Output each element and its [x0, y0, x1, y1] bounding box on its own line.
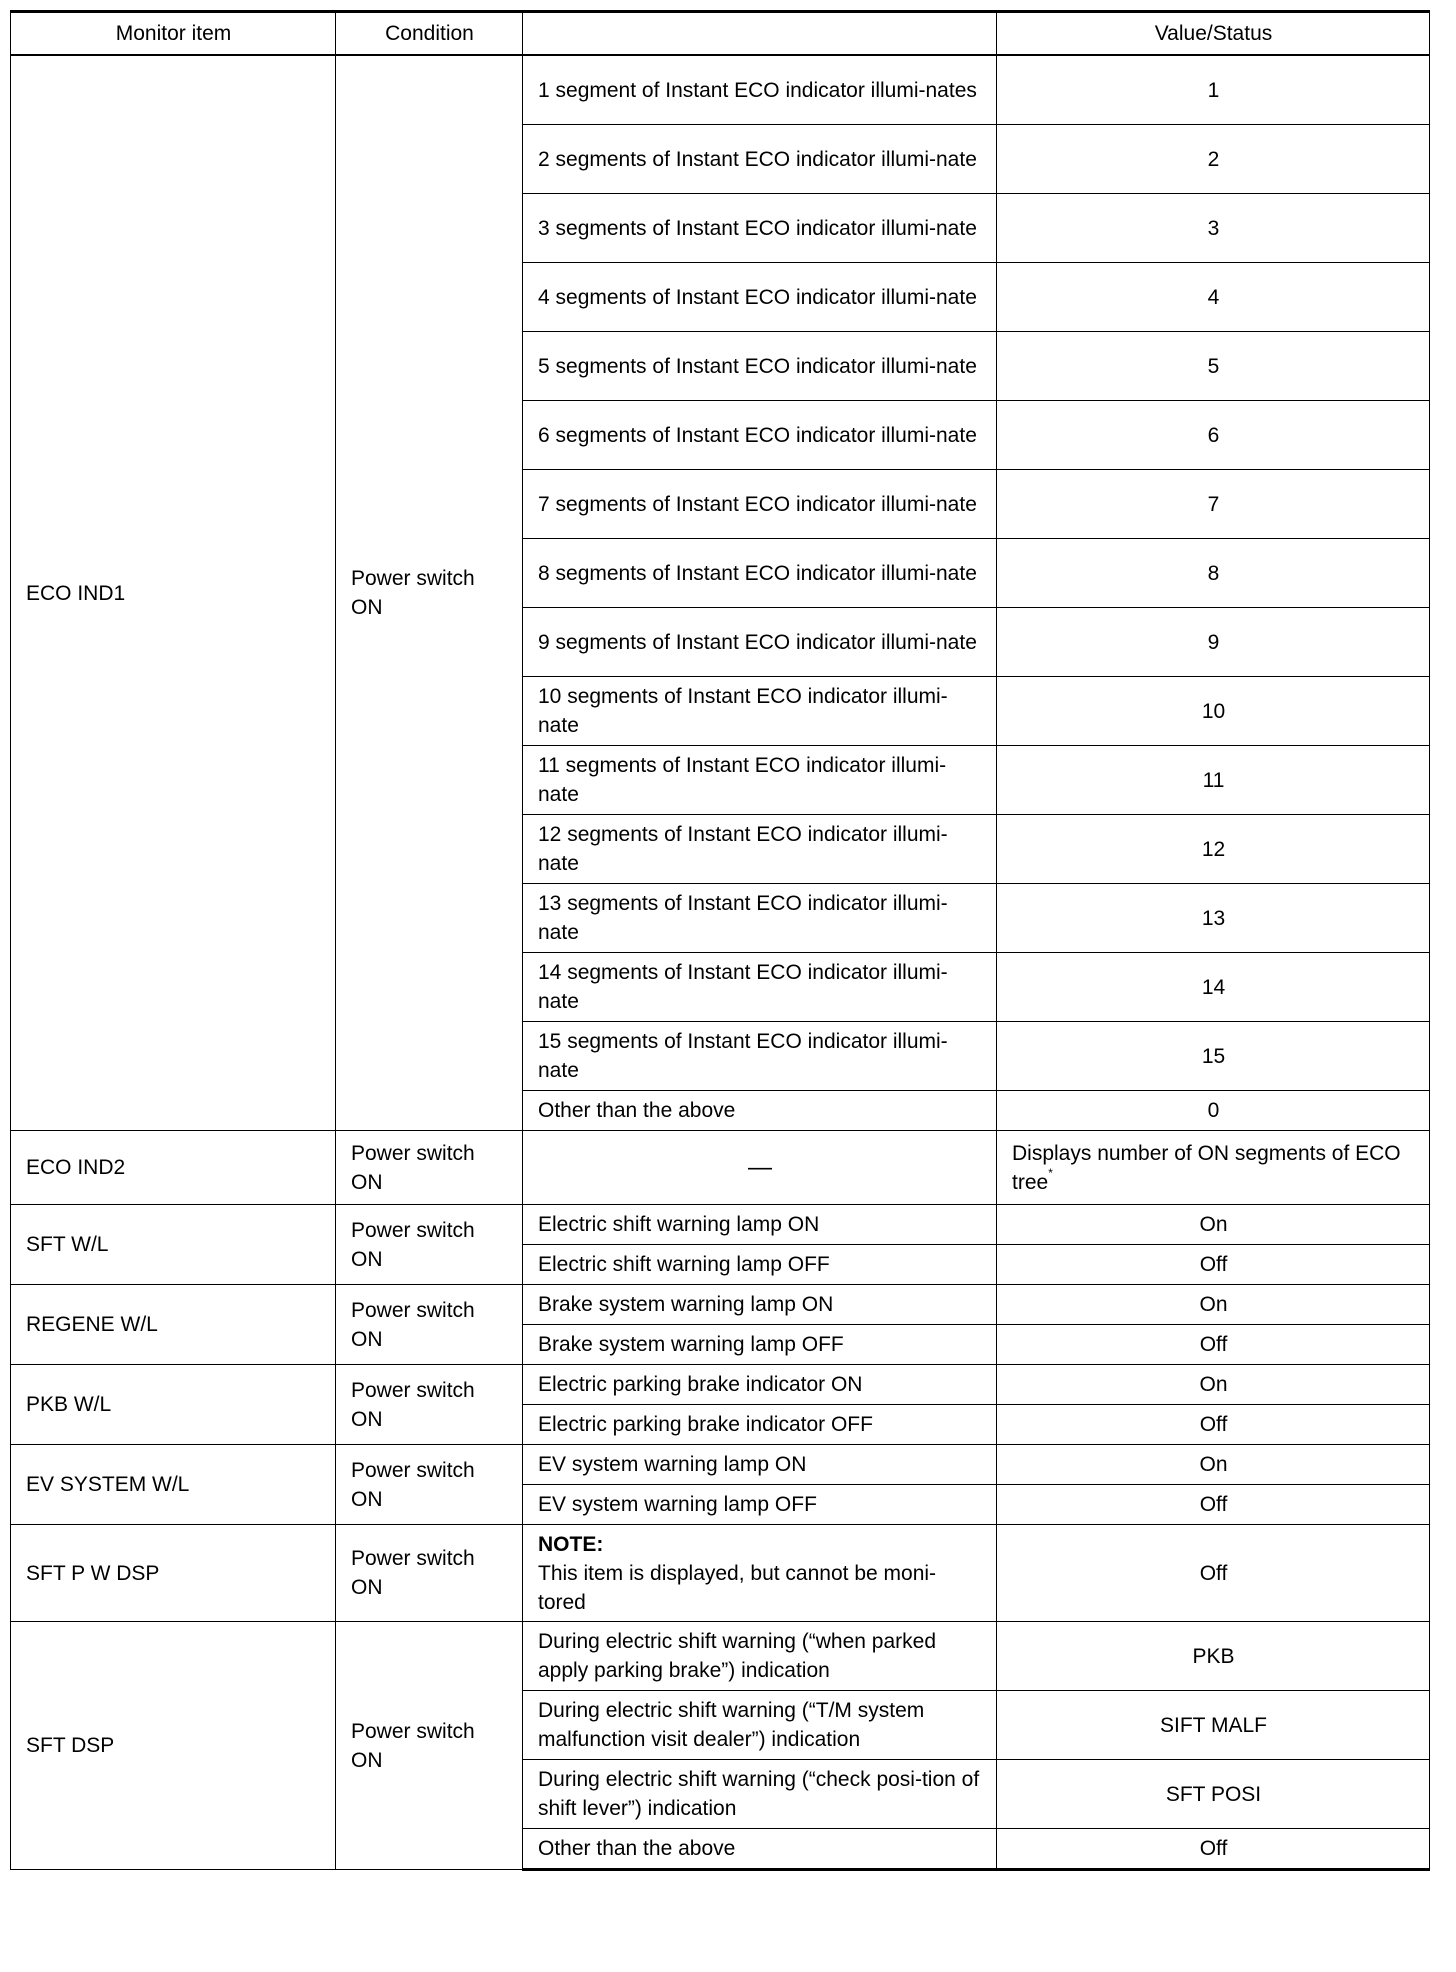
sub-condition: Electric shift warning lamp OFF [523, 1245, 997, 1285]
condition-sft-wl: Power switch ON [336, 1205, 523, 1285]
sub-condition: 12 segments of Instant ECO indicator illumi-nate [523, 815, 997, 884]
footnote-mark: * [1048, 1165, 1053, 1180]
monitor-item-sft-dsp: SFT DSP [11, 1622, 336, 1870]
sub-condition: Electric parking brake indicator ON [523, 1365, 997, 1405]
value-status: PKB [997, 1622, 1430, 1691]
sub-condition: 13 segments of Instant ECO indicator illumi-nate [523, 884, 997, 953]
monitor-item-eco-ind1: ECO IND1 [11, 55, 336, 1131]
value-status: Off [997, 1829, 1430, 1870]
value-status: 15 [997, 1022, 1430, 1091]
sub-condition: 1 segment of Instant ECO indicator illumi-nates [523, 55, 997, 125]
sub-condition: During electric shift warning (“when parked apply parking brake”) indication [523, 1622, 997, 1691]
sub-condition: During electric shift warning (“T/M system malfunction visit dealer”) indication [523, 1691, 997, 1760]
sub-condition: 4 segments of Instant ECO indicator illumi-nate [523, 263, 997, 332]
table-row [11, 55, 1430, 125]
table-row [11, 1445, 1430, 1485]
condition-pkb-wl: Power switch ON [336, 1365, 523, 1445]
sub-condition: 2 segments of Instant ECO indicator illumi-nate [523, 125, 997, 194]
table-row [11, 1365, 1430, 1405]
value-status: Off [997, 1485, 1430, 1525]
sub-condition: 9 segments of Instant ECO indicator illumi-nate [523, 608, 997, 677]
sub-condition: 11 segments of Instant ECO indicator illumi-nate [523, 746, 997, 815]
sub-condition: During electric shift warning (“check posi-tion of shift lever”) indication [523, 1760, 997, 1829]
condition-eco-ind2: Power switch ON [336, 1131, 523, 1205]
condition-regene-wl: Power switch ON [336, 1285, 523, 1365]
sub-condition: EV system warning lamp OFF [523, 1485, 997, 1525]
table-row [11, 1525, 1430, 1622]
value-status: 12 [997, 815, 1430, 884]
value-status: SFT POSI [997, 1760, 1430, 1829]
value-status: Off [997, 1405, 1430, 1445]
header-condition-detail [523, 12, 997, 56]
value-status: SIFT MALF [997, 1691, 1430, 1760]
table-row [11, 1285, 1430, 1325]
condition-eco-ind1: Power switch ON [336, 55, 523, 1131]
header-value-status: Value/Status [997, 12, 1430, 56]
monitor-item-table [10, 10, 1430, 1871]
sub-condition: Other than the above [523, 1091, 997, 1131]
value-status [997, 1131, 1430, 1205]
sub-condition: 7 segments of Instant ECO indicator illumi-nate [523, 470, 997, 539]
value-status: 3 [997, 194, 1430, 263]
sub-condition: 6 segments of Instant ECO indicator illumi-nate [523, 401, 997, 470]
monitor-item-sft-p-w-dsp: SFT P W DSP [11, 1525, 336, 1622]
value-status: Off [997, 1525, 1430, 1622]
sub-condition: Brake system warning lamp OFF [523, 1325, 997, 1365]
value-status: Off [997, 1245, 1430, 1285]
sub-condition: 3 segments of Instant ECO indicator illumi-nate [523, 194, 997, 263]
header-monitor-item: Monitor item [11, 12, 336, 56]
sub-condition: EV system warning lamp ON [523, 1445, 997, 1485]
note-cell [523, 1525, 997, 1622]
table-row [11, 1205, 1430, 1245]
condition-sft-p-w-dsp: Power switch ON [336, 1525, 523, 1622]
value-status: 5 [997, 332, 1430, 401]
value-status: 9 [997, 608, 1430, 677]
value-status: Off [997, 1325, 1430, 1365]
sub-condition: 15 segments of Instant ECO indicator illumi-nate [523, 1022, 997, 1091]
monitor-item-eco-ind2: ECO IND2 [11, 1131, 336, 1205]
sub-condition: 8 segments of Instant ECO indicator illumi-nate [523, 539, 997, 608]
monitor-item-regene-wl: REGENE W/L [11, 1285, 336, 1365]
value-status: 6 [997, 401, 1430, 470]
value-status: 11 [997, 746, 1430, 815]
value-status: 8 [997, 539, 1430, 608]
table-row [11, 1622, 1430, 1691]
value-status: 2 [997, 125, 1430, 194]
sub-condition: Electric shift warning lamp ON [523, 1205, 997, 1245]
sub-condition: Electric parking brake indicator OFF [523, 1405, 997, 1445]
header-condition: Condition [336, 12, 523, 56]
value-status: 14 [997, 953, 1430, 1022]
condition-sft-dsp: Power switch ON [336, 1622, 523, 1870]
value-status: 10 [997, 677, 1430, 746]
sub-condition: 5 segments of Instant ECO indicator illumi-nate [523, 332, 997, 401]
sub-condition: 10 segments of Instant ECO indicator illumi-nate [523, 677, 997, 746]
value-status: 7 [997, 470, 1430, 539]
value-status: 0 [997, 1091, 1430, 1131]
value-status: 13 [997, 884, 1430, 953]
monitor-item-sft-wl: SFT W/L [11, 1205, 336, 1285]
note-label: NOTE: [538, 1532, 604, 1556]
value-status: 1 [997, 55, 1430, 125]
value-status: On [997, 1205, 1430, 1245]
eco-tree-value-text: Displays number of ON segments of ECO tree [1012, 1141, 1401, 1194]
sub-condition: 14 segments of Instant ECO indicator illumi-nate [523, 953, 997, 1022]
monitor-item-pkb-wl: PKB W/L [11, 1365, 336, 1445]
sub-condition: Other than the above [523, 1829, 997, 1870]
dash-placeholder: — [523, 1131, 997, 1205]
note-text: This item is displayed, but cannot be moni-tored [538, 1561, 937, 1614]
value-status: On [997, 1285, 1430, 1325]
value-status: On [997, 1365, 1430, 1405]
monitor-item-ev-system-wl: EV SYSTEM W/L [11, 1445, 336, 1525]
value-status: On [997, 1445, 1430, 1485]
value-status: 4 [997, 263, 1430, 332]
table-row [11, 1131, 1430, 1205]
condition-ev-system-wl: Power switch ON [336, 1445, 523, 1525]
sub-condition: Brake system warning lamp ON [523, 1285, 997, 1325]
